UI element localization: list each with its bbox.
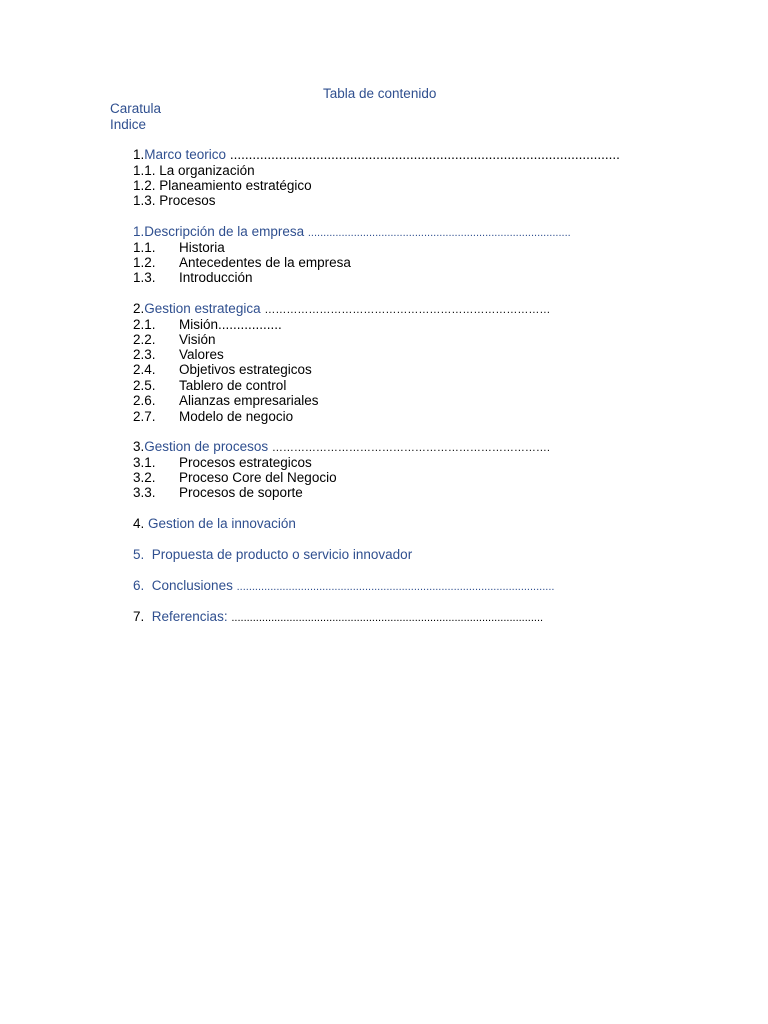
section-title: Descripción de la empresa: [144, 224, 305, 239]
toc-item[interactable]: [133, 393, 319, 408]
toc-section-4[interactable]: [133, 516, 296, 531]
toc-indice-link[interactable]: Indice: [110, 117, 147, 132]
section-title: Propuesta de producto o servicio innovador: [151, 547, 413, 562]
item-text: Valores: [179, 347, 224, 362]
section-title: Gestion estrategica: [144, 301, 261, 316]
leader-dots: ........................................................................................................: [236, 581, 555, 593]
section-title: Conclusiones: [151, 578, 233, 593]
item-number: 2.1.: [133, 317, 156, 332]
item-number: 3.3.: [133, 485, 156, 500]
section-number: 1.: [133, 147, 145, 162]
toc-item[interactable]: [133, 409, 293, 424]
item-number: 1.2.: [133, 255, 156, 270]
toc-item[interactable]: [133, 317, 282, 332]
item-text: Historia: [179, 240, 225, 255]
section-number: 5.: [133, 547, 145, 562]
item-number: 2.2.: [133, 332, 156, 347]
toc-item[interactable]: [133, 332, 216, 347]
item-text: Procesos de soporte: [179, 485, 303, 500]
item-text: Proceso Core del Negocio: [179, 470, 337, 485]
section-number: 4.: [133, 516, 145, 531]
section-title: Gestion de procesos: [144, 439, 269, 454]
toc-item[interactable]: [133, 270, 253, 285]
item-number: 3.2.: [133, 470, 156, 485]
leader-dots: ........................................................................................................: [229, 147, 620, 162]
section-number: 6.: [133, 578, 145, 593]
leader-dots: ………………………………………………………………….: [271, 442, 550, 454]
toc-item-1-1[interactable]: 1.1. La organización: [133, 163, 255, 178]
page-title: Tabla de contenido: [323, 86, 437, 101]
item-number: 3.1.: [133, 455, 156, 470]
toc-section-2[interactable]: [133, 301, 550, 318]
toc-item[interactable]: [133, 470, 337, 485]
item-text: Alianzas empresariales: [179, 393, 319, 408]
item-text: Tablero de control: [179, 378, 287, 393]
toc-item[interactable]: [133, 455, 312, 470]
item-text: Modelo de negocio: [179, 409, 294, 424]
section-number: 7.: [133, 609, 145, 624]
item-text: Introducción: [179, 270, 253, 285]
section-number: 2.: [133, 301, 145, 316]
toc-section-6[interactable]: [133, 578, 554, 595]
item-number: 2.6.: [133, 393, 156, 408]
toc-section-5[interactable]: [133, 547, 412, 562]
section-number: 1.: [133, 224, 145, 239]
item-text: Procesos estrategicos: [179, 455, 312, 470]
toc-caratula-link[interactable]: Caratula: [110, 101, 162, 116]
item-number: 2.3.: [133, 347, 156, 362]
toc-section-1-descripcion[interactable]: [133, 224, 571, 241]
toc-section-3[interactable]: [133, 439, 550, 456]
toc-item[interactable]: [133, 240, 225, 255]
toc-item[interactable]: [133, 347, 224, 362]
toc-section-1[interactable]: [133, 147, 620, 162]
toc-item[interactable]: [133, 255, 351, 270]
item-number: 2.7.: [133, 409, 156, 424]
toc-item-1-3[interactable]: 1.3. Procesos: [133, 193, 216, 208]
item-number: 1.3.: [133, 270, 156, 285]
leader-dots: ......................................................................................................: [231, 612, 544, 624]
item-number: 2.4.: [133, 362, 156, 377]
section-title: Marco teorico: [144, 147, 227, 162]
section-title: Referencias:: [151, 609, 228, 624]
toc-item[interactable]: [133, 362, 312, 377]
item-text: Misión.................: [179, 317, 282, 332]
leader-dots: ……………………………………………………………………: [264, 304, 551, 316]
toc-section-7[interactable]: [133, 609, 543, 626]
leader-dots: ......................................................................................: [307, 227, 571, 239]
item-text: Objetivos estrategicos: [179, 362, 312, 377]
section-title: Gestion de la innovación: [148, 516, 296, 531]
item-number: 1.1.: [133, 240, 156, 255]
toc-item-1-2[interactable]: 1.2. Planeamiento estratégico: [133, 178, 312, 193]
toc-item[interactable]: [133, 378, 286, 393]
item-text: Antecedentes de la empresa: [179, 255, 351, 270]
item-text: Visión: [179, 332, 216, 347]
section-number: 3.: [133, 439, 145, 454]
item-number: 2.5.: [133, 378, 156, 393]
toc-item[interactable]: [133, 485, 303, 500]
